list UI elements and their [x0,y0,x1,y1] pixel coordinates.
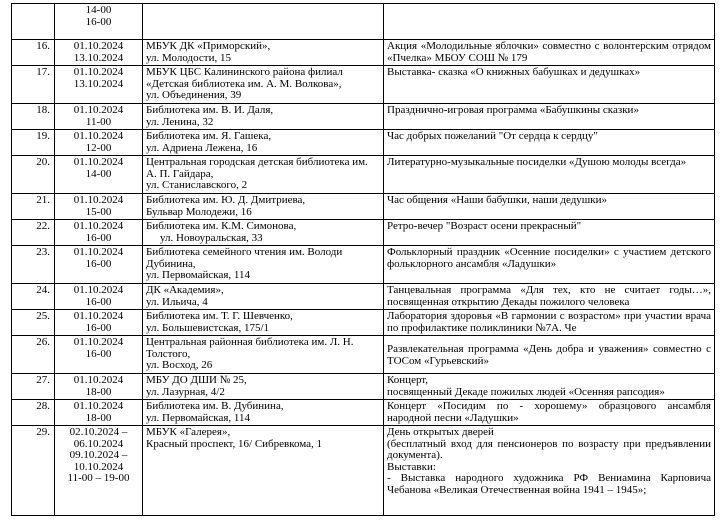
row-event [384,4,715,40]
row-event: Празднично-игровая программа «Бабушкины сказки» [384,104,715,130]
row-place: Библиотека им. В. И. Даля, ул. Ленина, 32 [143,104,384,130]
table-row [12,156,715,194]
row-place: Библиотека семейного чтения им. Володи Дубинина, ул. Первомайская, 114 [143,246,384,284]
table-row [12,284,715,310]
row-event: Выставка- сказка «О книжных бабушках и дедушках» [384,66,715,104]
row-event: Час добрых пожеланий "От сердца к сердцу" [384,130,715,156]
row-number: 25. [12,310,55,336]
row-event: Концерт, посвященный Декаде пожилых людей «Осенняя рапсодия» [384,374,715,400]
row-number: 29. [12,426,55,516]
row-dates: 01.10.2024 16-00 [55,310,143,336]
row-event: Концерт «Посидим по - хорошему» образцового ансамбля народной песни «Ладушки» [384,400,715,426]
table-row [12,220,715,246]
events-table [11,3,715,516]
row-number: 18. [12,104,55,130]
row-number: 23. [12,246,55,284]
table-row [12,310,715,336]
table-row [12,66,715,104]
row-place: ДК «Академия», ул. Ильича, 4 [143,284,384,310]
row-number: 21. [12,194,55,220]
row-dates: 01.10.2024 13.10.2024 [55,40,143,66]
row-number: 28. [12,400,55,426]
table-row [12,336,715,374]
row-dates: 14-00 16-00 [55,4,143,40]
row-dates: 01.10.2024 11-00 [55,104,143,130]
row-number: 19. [12,130,55,156]
row-event: Танцевальная программа «Для тех, кто не считает годы…», посвященная открытию Декады пожилого человека [384,284,715,310]
row-place: Библиотека им. Ю. Д. Дмитриева, Бульвар Молодежи, 16 [143,194,384,220]
row-dates: 01.10.2024 16-00 [55,284,143,310]
row-event: Акция «Молодильные яблочки» совместно с волонтерским отрядом «Пчелка» МБОУ СОШ № 179 [384,40,715,66]
row-event: Лаборатория здоровья «В гармонии с возрастом» при участии врача по профилактике поликлиники №7А. Че [384,310,715,336]
row-event: Развлекательная программа «День добра и уважения» совместно с ТОСом «Гурьевский» [384,336,715,374]
table-row [12,40,715,66]
row-place: МБУ ДО ДШИ № 25, ул. Лазурная, 4/2 [143,374,384,400]
row-dates: 01.10.2024 16-00 [55,220,143,246]
row-dates: 02.10.2024 – 06.10.2024 09.10.2024 – 10.10.2024 11-00 – 19-00 [55,426,143,516]
row-number: 24. [12,284,55,310]
row-dates: 01.10.2024 16-00 [55,336,143,374]
row-dates: 01.10.2024 13.10.2024 [55,66,143,104]
table-row [12,426,715,516]
table-row [12,246,715,284]
row-place [143,4,384,40]
row-dates: 01.10.2024 16-00 [55,246,143,284]
row-dates: 01.10.2024 18-00 [55,400,143,426]
row-dates: 01.10.2024 15-00 [55,194,143,220]
row-event: Час общения «Наши бабушки, наши дедушки» [384,194,715,220]
row-place: Центральная городская детская библиотека им. А. П. Гайдара, ул. Станиславского, 2 [143,156,384,194]
row-place: МБУК ЦБС Калининского района филиал «Детская библиотека им. А. М. Волкова», ул. Объединения, 39 [143,66,384,104]
row-dates: 01.10.2024 18-00 [55,374,143,400]
row-event: День открытых дверей (бесплатный вход для пенсионеров по возрасту при предъявлении документа). Выставки: - Выставка народного художника РФ Вениамина Карповича Чебанова «Великая Отечественная война 1941 – 1945»; [384,426,715,516]
row-dates: 01.10.2024 14-00 [55,156,143,194]
row-dates: 01.10.2024 12-00 [55,130,143,156]
row-event: Литературно-музыкальные посиделки «Душою молоды всегда» [384,156,715,194]
table-row [12,374,715,400]
row-place: Библиотека им. Я. Гашека, ул. Адриена Лежена, 16 [143,130,384,156]
row-number: 27. [12,374,55,400]
row-place: Библиотека им. Т. Г. Шевченко, ул. Большевистская, 175/1 [143,310,384,336]
row-event: Ретро-вечер "Возраст осени прекрасный" [384,220,715,246]
row-place: МБУК «Галерея», Красный проспект, 16/ Сибревкома, 1 [143,426,384,516]
row-place: Библиотека им. К.М. Симонова, ул. Новоуральская, 33 [143,220,384,246]
row-place: Библиотека им. В. Дубинина, ул. Первомайская, 114 [143,400,384,426]
row-number: 26. [12,336,55,374]
table-row [12,194,715,220]
table-row [12,130,715,156]
row-event: Фольклорный праздник «Осенние посиделки» с участием детского фольклорного ансамбля «Ладушки» [384,246,715,284]
table-row [12,400,715,426]
row-number: 16. [12,40,55,66]
table-row [12,104,715,130]
row-number [12,4,55,40]
row-number: 22. [12,220,55,246]
table-row [12,4,715,40]
row-number: 20. [12,156,55,194]
row-place: МБУК ДК «Приморский», ул. Молодости, 15 [143,40,384,66]
row-place: Центральная районная библиотека им. Л. Н. Толстого, ул. Восход, 26 [143,336,384,374]
row-number: 17. [12,66,55,104]
